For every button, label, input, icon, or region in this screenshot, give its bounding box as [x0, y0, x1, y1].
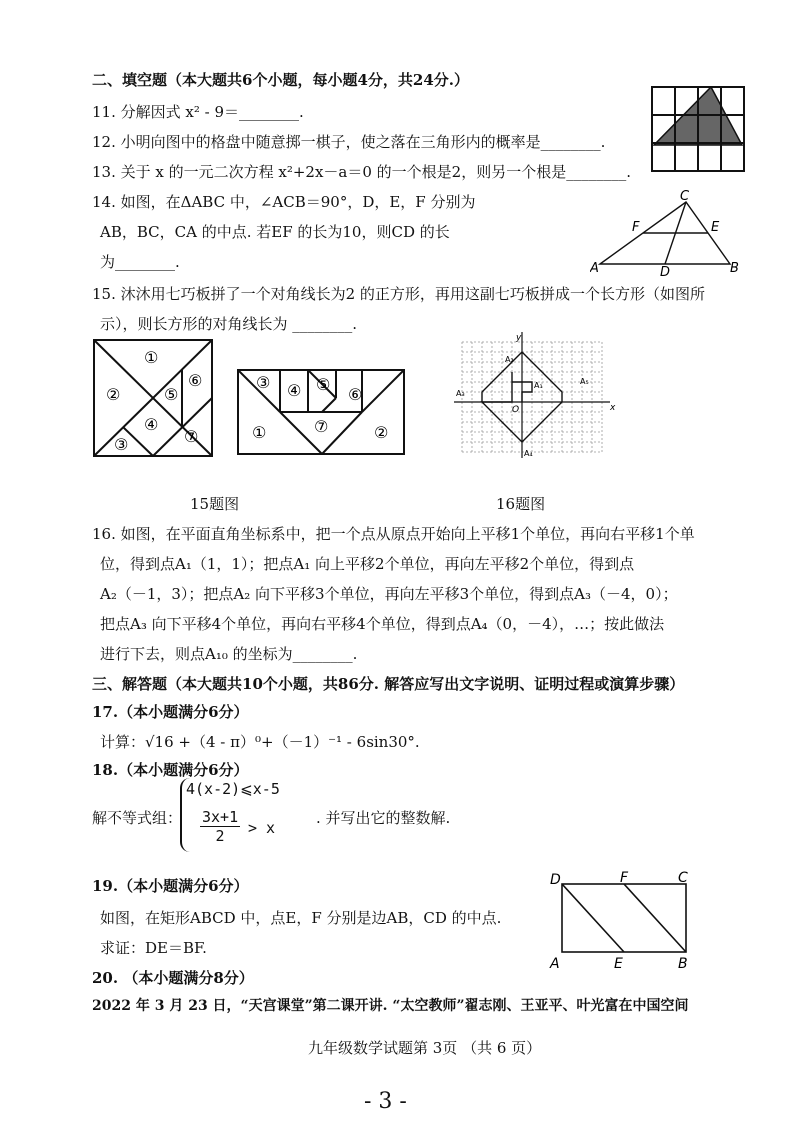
question-14-line-2: AB，BC，CA 的中点. 若EF 的长为10，则CD 的长 [100, 223, 450, 241]
label-F: F [620, 870, 629, 886]
figure-q15-tangram-square [92, 338, 214, 458]
label-B: B [730, 261, 739, 276]
question-16-line-1: 16. 如图，在平面直角坐标系中，把一个点从原点开始向上平移1个单位，再向右平移1个单 [92, 525, 695, 543]
label-D: D [660, 265, 671, 276]
label-B: B [678, 956, 688, 972]
question-13: 13. 关于 x 的一元二次方程 x²+2x－a＝0 的一个根是2，则另一个根是________. [92, 163, 631, 181]
axis-y-label: y [516, 333, 522, 343]
label-A: A [590, 261, 599, 276]
question-15-line-1: 15. 沐沐用七巧板拼了一个对角线长为2 的正方形，再用这副七巧板拼成一个长方形（如图所 [92, 285, 705, 303]
question-18-lead: 解不等式组： [92, 809, 183, 827]
question-18-tail: . 并写出它的整数解. [316, 809, 451, 827]
label-C: C [680, 189, 690, 204]
piece-1: ① [144, 348, 159, 367]
question-16-line-4: 把点A₃ 向下平移4个单位，再向右平移4个单位，得到点A₄（0，－4），…；按此做法 [100, 615, 665, 633]
piece-6: ⑥ [348, 385, 363, 404]
figure-q12-grid [650, 86, 746, 172]
label-A3: A₃ [456, 389, 465, 398]
question-19-title: 19.（本小题满分6分） [92, 877, 249, 895]
fraction-numerator: 3x+1 [202, 808, 239, 826]
label-F: F [632, 220, 640, 235]
label-C: C [678, 870, 688, 886]
question-20-line-1: 2022 年 3 月 23 日，“天宫课堂”第二课开讲. “太空教师”翟志刚、王亚平、叶光富在中国空间 [92, 998, 689, 1014]
axis-x-label: x [610, 403, 616, 413]
label-A1: A₁ [534, 381, 543, 390]
piece-5: ⑤ [316, 375, 331, 394]
question-16-line-5: 进行下去，则点A₁₀ 的坐标为________. [100, 645, 358, 663]
question-19-line-2: 求证：DE＝BF. [100, 939, 207, 957]
piece-4: ④ [287, 381, 302, 400]
question-11: 11. 分解因式 x² - 9＝________. [92, 103, 304, 121]
section-2-heading: 二、填空题（本大题共6个小题，每小题4分，共24分.） [92, 71, 469, 89]
figure-q16-coordinate-grid [450, 330, 616, 462]
figure-q15-tangram-rectangle [236, 368, 406, 456]
page-info: 九年级数学试题第 3页 （共 6 页） [308, 1039, 542, 1057]
question-15-line-2: 示），则长方形的对角线长为 ________. [100, 315, 358, 333]
label-E: E [614, 956, 623, 972]
label-E: E [711, 220, 720, 235]
piece-6: ⑥ [188, 371, 203, 390]
caption-fig-15: 15题图 [190, 495, 240, 513]
piece-3: ③ [256, 373, 271, 392]
piece-7: ⑦ [184, 427, 199, 446]
piece-4: ④ [144, 415, 159, 434]
inequality-2-rhs: > x [248, 819, 276, 837]
figure-q19-rectangle [546, 868, 696, 972]
question-16-line-3: A₂（－1，3）；把点A₂ 向下平移3个单位，再向左平移3个单位，得到点A₃（－4，0）； [100, 585, 678, 603]
inequality-1: 4(x-2)⩽x-5 [186, 780, 280, 798]
question-20-title: 20. （本小题满分8分） [92, 969, 254, 987]
label-A2: A₂ [505, 355, 514, 364]
piece-2: ② [106, 385, 121, 404]
page-number: - 3 - [364, 1089, 407, 1114]
question-17-body: 计算：√16 +（4 - π）⁰+（－1）⁻¹ - 6sin30°. [100, 733, 420, 751]
fraction-denominator: 2 [215, 827, 225, 845]
label-D: D [550, 872, 561, 888]
label-A5: A₅ [580, 377, 589, 386]
caption-fig-16: 16题图 [496, 495, 546, 513]
figure-q14-triangle [590, 188, 740, 276]
inequality-2-fraction [200, 808, 240, 845]
question-19-line-1: 如图，在矩形ABCD 中，点E，F 分别是边AB，CD 的中点. [100, 909, 502, 927]
question-14-line-1: 14. 如图，在ΔABC 中，∠ACB＝90°，D，E，F 分别为 [92, 193, 476, 211]
piece-5: ⑤ [164, 385, 179, 404]
piece-3: ③ [114, 435, 129, 454]
question-12: 12. 小明向图中的格盘中随意掷一棋子，使之落在三角形内的概率是________. [92, 133, 606, 151]
question-17-title: 17.（本小题满分6分） [92, 703, 249, 721]
label-A: A [550, 956, 560, 972]
section-3-heading: 三、解答题（本大题共10个小题，共86分. 解答应写出文字说明、证明过程或演算步骤） [92, 675, 685, 693]
piece-7: ⑦ [314, 417, 329, 436]
question-16-line-2: 位，得到点A₁（1，1）；把点A₁ 向上平移2个单位，再向左平移2个单位，得到点 [100, 555, 635, 573]
piece-2: ② [374, 423, 389, 442]
origin-label: O [512, 405, 520, 415]
label-A4: A₄ [524, 449, 533, 458]
question-14-line-3: 为________. [100, 253, 180, 271]
piece-1: ① [252, 423, 267, 442]
question-18-title: 18.（本小题满分6分） [92, 761, 249, 779]
